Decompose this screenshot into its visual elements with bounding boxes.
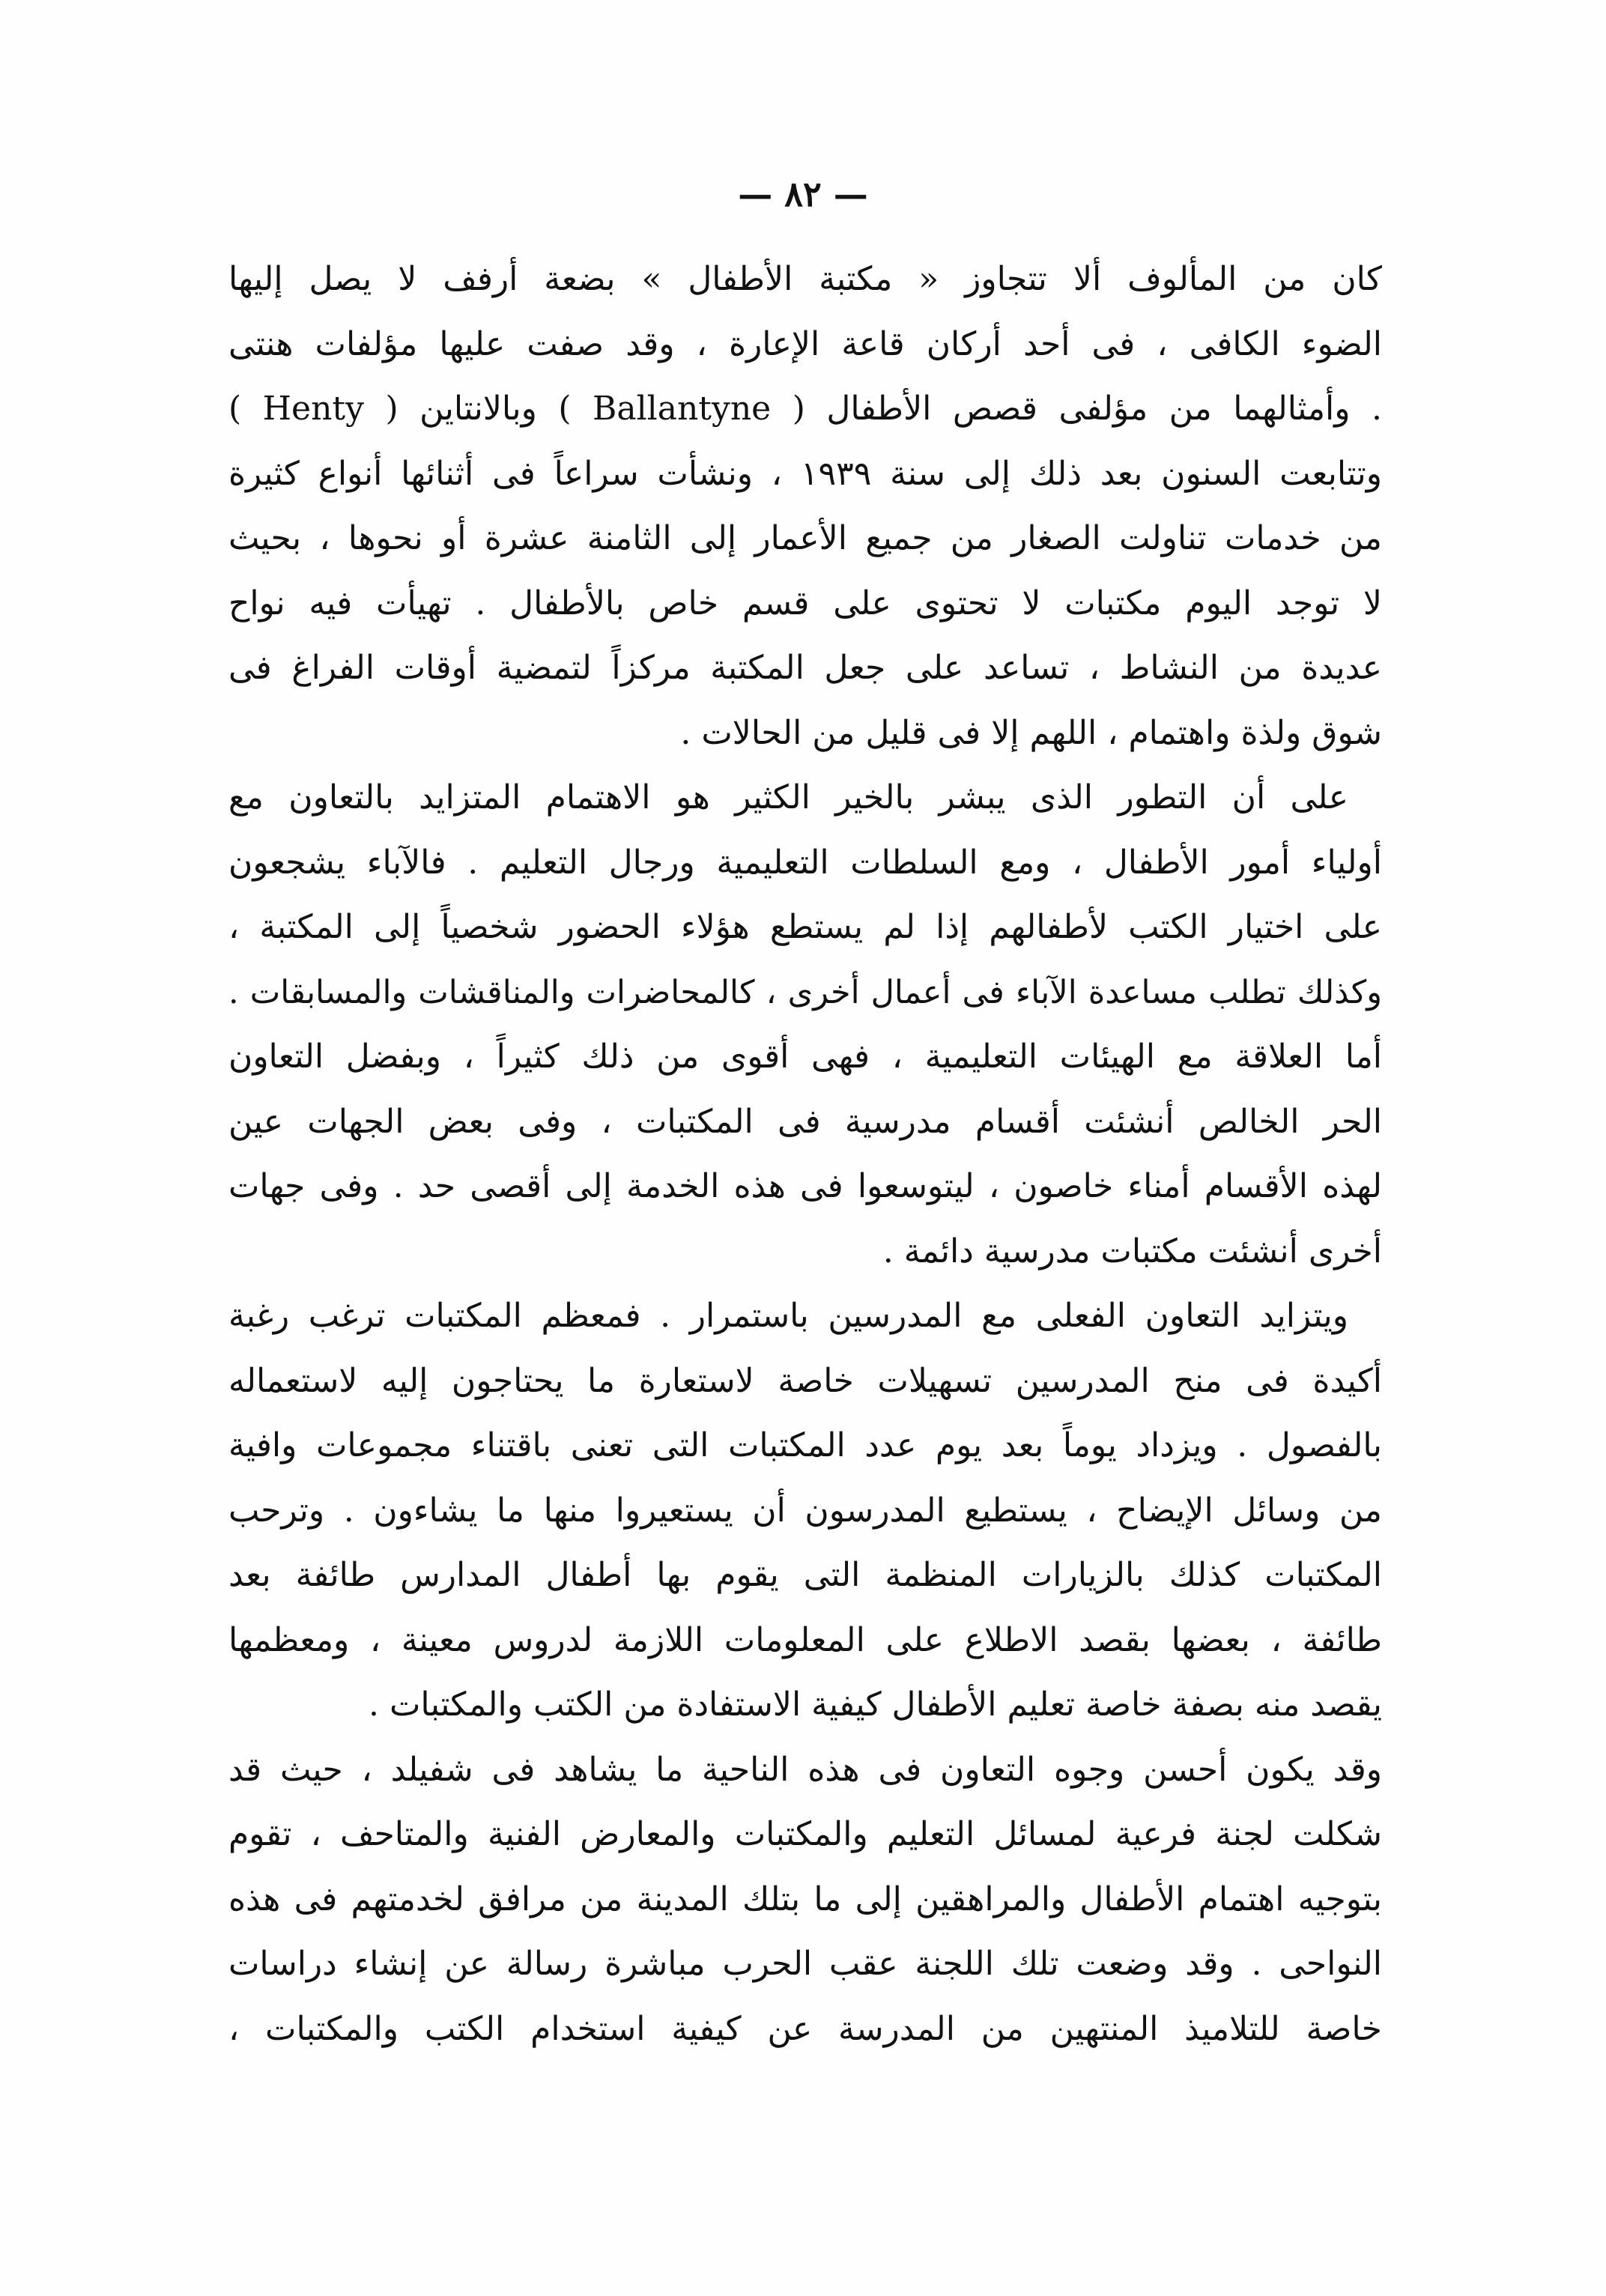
text-line: كان من المألوف ألا تتجاوز « مكتبة الأطفال » بضعة أرفف لا يصل إليها <box>228 260 1382 298</box>
text-line: الضوء الكافى ، فى أحد أركان قاعة الإعارة ، وقد صفت عليها مؤلفات هنتى <box>228 324 1382 363</box>
text-line: بتوجيه اهتمام الأطفال والمراهقين إلى ما بتلك المدينة من مرافق لخدمتهم فى هذه <box>228 1879 1382 1918</box>
text-line: على اختيار الكتب لأطفالهم إذا لم يستطع هؤلاء الحضور شخصياً إلى المكتبة ، <box>228 908 1382 946</box>
text-line: أخرى أنشئت مكتبات مدرسية دائمة . <box>882 1232 1382 1270</box>
text-line: عديدة من النشاط ، تساعد على جعل المكتبة مركزاً لتمضية أوقات الفراغ فى <box>228 649 1382 687</box>
text-line: لهذه الأقسام أمناء خاصون ، ليتوسعوا فى هذه الخدمة إلى أقصى حد . وفى جهات <box>228 1167 1382 1205</box>
text-line: وتتابعت السنون بعد ذلك إلى سنة ١٩٣٩ ، ونشأت سراعاً فى أثنائها أنواع كثيرة <box>228 454 1382 493</box>
body-text <box>228 247 1382 2062</box>
text-line: وقد يكون أحسن وجوه التعاون فى هذه الناحية ما يشاهد فى شفيلد ، حيث قد <box>228 1750 1382 1789</box>
text-line: النواحى . وقد وضعت تلك اللجنة عقب الحرب مباشرة رسالة عن إنشاء دراسات <box>228 1945 1382 1983</box>
text-line: من وسائل الإيضاح ، يستطيع المدرسون أن يستعيروا منها ما يشاءون . وترحب <box>228 1491 1382 1530</box>
text-line: على أن التطور الذى يبشر بالخير الكثير هو الاهتمام المتزايد بالتعاون مع <box>228 778 1348 817</box>
page-number: — ٨٢ — <box>738 174 868 214</box>
text-line: ( Henty ) وبالانتاين ( Ballantyne ) وأمثالهما من مؤلفى قصص الأطفال . <box>228 390 1382 428</box>
text-line: شكلت لجنة فرعية لمسائل التعليم والمكتبات والمعارض الفنية والمتاحف ، تقوم <box>228 1815 1382 1853</box>
text-line: المكتبات كذلك بالزيارات المنظمة التى يقوم بها أطفال المدارس طائفة بعد <box>228 1556 1382 1594</box>
text-line: أما العلاقة مع الهيئات التعليمية ، فهى أقوى من ذلك كثيراً ، وبفضل التعاون <box>228 1038 1382 1076</box>
text-line: خاصة للتلاميذ المنتهين من المدرسة عن كيفية استخدام الكتب والمكتبات ، <box>228 2009 1382 2048</box>
text-line: يقصد منه بصفة خاصة تعليم الأطفال كيفية الاستفادة من الكتب والمكتبات . <box>369 1685 1382 1724</box>
text-line: لا توجد اليوم مكتبات لا تحتوى على قسم خاص بالأطفال . تهيأت فيه نواح <box>228 584 1382 623</box>
text-line: الحر الخالص أنشئت أقسام مدرسية فى المكتبات ، وفى بعض الجهات عين <box>228 1102 1382 1141</box>
text-line: طائفة ، بعضها بقصد الاطلاع على المعلومات اللازمة لدروس معينة ، ومعظمها <box>228 1620 1382 1659</box>
text-line: أولياء أمور الأطفال ، ومع السلطات التعليمية ورجال التعليم . فالآباء يشجعون <box>228 843 1382 882</box>
text-line: ويتزايد التعاون الفعلى مع المدرسين باستمرار . فمعظم المكتبات ترغب رغبة <box>228 1297 1348 1335</box>
text-line: أكيدة فى منح المدرسين تسهيلات خاصة لاستعارة ما يحتاجون إليه لاستعماله <box>228 1361 1382 1400</box>
text-line: وكذلك تطلب مساعدة الآباء فى أعمال أخرى ، كالمحاضرات والمناقشات والمسابقات . <box>228 973 1382 1011</box>
text-line: شوق ولذة واهتمام ، اللهم إلا فى قليل من الحالات . <box>680 713 1382 752</box>
text-line: بالفصول . ويزداد يوماً بعد يوم عدد المكتبات التى تعنى باقتناء مجموعات وافية <box>228 1426 1382 1464</box>
text-line: من خدمات تناولت الصغار من جميع الأعمار إلى الثامنة عشرة أو نحوها ، بحيث <box>228 519 1382 557</box>
